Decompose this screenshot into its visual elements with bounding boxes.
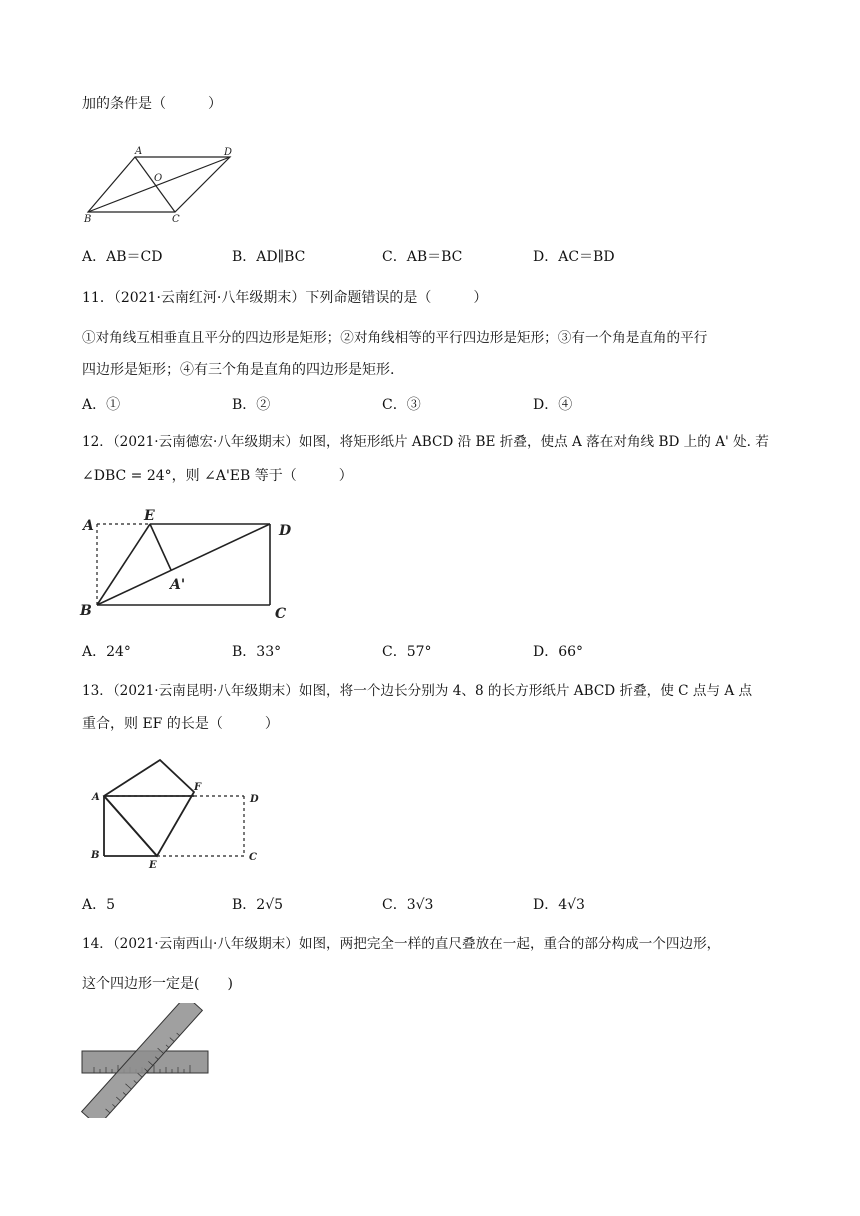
q13-label-f: F (194, 782, 202, 793)
q13-option-c[interactable]: C．3√3 (382, 897, 434, 913)
q12-label-b: B (80, 603, 92, 619)
q11-option-a[interactable]: A．① (82, 397, 121, 413)
q11-stem: 11．（2021·云南红河·八年级期末）下列命题错误的是（ ） (82, 290, 488, 306)
q14-stem-line2: 这个四边形一定是( ) (82, 976, 233, 992)
q12-label-e: E (144, 508, 155, 524)
q11-option-d[interactable]: D．④ (533, 397, 573, 413)
q10-parallelogram-figure (80, 142, 240, 224)
q11-statement-line1: ①对角线互相垂直且平分的四边形是矩形；②对角线相等的平行四边形是矩形；③有一个角是直角的平行 (82, 330, 708, 346)
q12-label-c: C (275, 606, 287, 620)
q12-label-a-prime: A' (170, 577, 186, 593)
q10-label-o: O (154, 173, 163, 184)
q13-label-b: B (91, 850, 100, 861)
q13-label-e: E (149, 860, 157, 871)
q13-label-c: C (249, 852, 257, 863)
q10-label-a: A (135, 146, 143, 157)
q12-option-a[interactable]: A．24° (82, 644, 131, 660)
q11-option-b[interactable]: B．② (232, 397, 271, 413)
q10-option-c[interactable]: C．AB＝BC (382, 249, 463, 265)
q12-option-d[interactable]: D．66° (533, 644, 584, 660)
q12-stem-line2: ∠DBC = 24°，则 ∠A'EB 等于（ ） (82, 468, 353, 484)
q13-option-a[interactable]: A．5 (82, 897, 116, 913)
q12-label-d: D (279, 523, 292, 539)
q13-option-d[interactable]: D．4√3 (533, 897, 585, 913)
q12-rectangle-fold-figure (78, 505, 300, 620)
q13-rectangle-fold-figure (82, 750, 267, 875)
q14-rulers-figure (80, 1003, 212, 1118)
q13-option-b[interactable]: B．2√5 (232, 897, 284, 913)
q10-label-b: B (84, 214, 92, 224)
q13-stem-line2: 重合，则 EF 的长是（ ） (82, 716, 279, 732)
q10-label-c: C (172, 214, 180, 224)
q13-label-a: A (92, 792, 100, 803)
q12-option-c[interactable]: C．57° (382, 644, 432, 660)
q10-option-d[interactable]: D．AC＝BD (533, 249, 615, 265)
q10-stem-tail: 加的条件是（ ） (82, 96, 222, 112)
q11-statement-line2: 四边形是矩形；④有三个角是直角的四边形是矩形. (82, 362, 395, 378)
q11-option-c[interactable]: C．③ (382, 397, 421, 413)
q12-stem: 12．（2021·云南德宏·八年级期末）如图，将矩形纸片 ABCD 沿 BE 折叠，使点 A 落在对角线 BD 上的 A' 处. 若 (82, 434, 769, 450)
q13-label-d: D (250, 794, 259, 805)
q13-stem: 13．（2021·云南昆明·八年级期末）如图，将一个边长分别为 4、8 的长方形纸片 ABCD 折叠，使 C 点与 A 点 (82, 683, 753, 699)
q14-stem: 14．（2021·云南西山·八年级期末）如图，两把完全一样的直尺叠放在一起，重合的部分构成一个四边形， (82, 936, 721, 952)
q10-label-d: D (224, 147, 233, 158)
q10-option-a[interactable]: A．AB＝CD (82, 249, 163, 265)
q12-label-a: A (83, 518, 94, 534)
q10-option-b[interactable]: B．AD∥BC (232, 249, 306, 265)
q12-option-b[interactable]: B．33° (232, 644, 282, 660)
